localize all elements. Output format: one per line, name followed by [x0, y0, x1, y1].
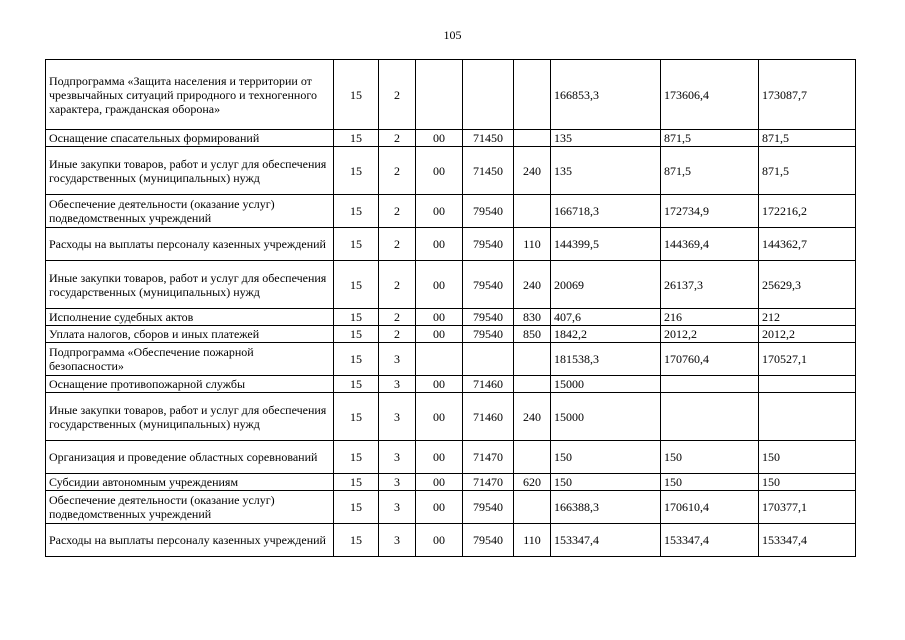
expense-type-cell: 850 [514, 326, 551, 343]
table-row [46, 343, 856, 376]
year3-amount-cell: 2012,2 [759, 326, 856, 343]
year3-amount-cell: 871,5 [759, 147, 856, 195]
year3-amount-cell: 150 [759, 441, 856, 474]
year2-amount-cell: 26137,3 [661, 261, 759, 309]
subsection-code-cell: 2 [379, 326, 416, 343]
section-code-cell: 15 [334, 60, 379, 130]
row-name-cell: Оснащение противопожарной службы [46, 376, 334, 393]
subsection-code-cell: 3 [379, 376, 416, 393]
row-name-cell: Расходы на выплаты персоналу казенных учреждений [46, 228, 334, 261]
year3-amount-cell: 212 [759, 309, 856, 326]
year1-amount-cell: 135 [551, 147, 661, 195]
direction-code-cell: 71470 [463, 441, 514, 474]
table-row [46, 147, 856, 195]
program-code-cell [416, 60, 463, 130]
table-row [46, 491, 856, 524]
section-code-cell: 15 [334, 343, 379, 376]
direction-code-cell: 79540 [463, 326, 514, 343]
table-row [46, 393, 856, 441]
expense-type-cell [514, 441, 551, 474]
subsection-code-cell: 2 [379, 130, 416, 147]
section-code-cell: 15 [334, 441, 379, 474]
expense-type-cell [514, 130, 551, 147]
year1-amount-cell: 20069 [551, 261, 661, 309]
row-name-cell: Подпрограмма «Обеспечение пожарной безопасности» [46, 343, 334, 376]
row-name-cell: Обеспечение деятельности (оказание услуг) подведомственных учреждений [46, 491, 334, 524]
program-code-cell: 00 [416, 474, 463, 491]
year1-amount-cell: 15000 [551, 376, 661, 393]
table-row [46, 309, 856, 326]
subsection-code-cell: 2 [379, 60, 416, 130]
program-code-cell: 00 [416, 195, 463, 228]
expense-type-cell: 240 [514, 393, 551, 441]
row-name-cell: Подпрограмма «Защита населения и территории от чрезвычайных ситуаций природного и техногенного характера, гражданская оборона» [46, 60, 334, 130]
program-code-cell: 00 [416, 393, 463, 441]
year2-amount-cell [661, 393, 759, 441]
direction-code-cell: 71470 [463, 474, 514, 491]
subsection-code-cell: 3 [379, 393, 416, 441]
table-row [46, 326, 856, 343]
row-name-cell: Организация и проведение областных соревнований [46, 441, 334, 474]
budget-table [45, 59, 856, 557]
table-row [46, 130, 856, 147]
row-name-cell: Иные закупки товаров, работ и услуг для обеспечения государственных (муниципальных) нужд [46, 393, 334, 441]
table-row [46, 524, 856, 557]
year1-amount-cell: 407,6 [551, 309, 661, 326]
program-code-cell: 00 [416, 309, 463, 326]
subsection-code-cell: 3 [379, 474, 416, 491]
year2-amount-cell: 170610,4 [661, 491, 759, 524]
row-name-cell: Оснащение спасательных формирований [46, 130, 334, 147]
direction-code-cell: 79540 [463, 261, 514, 309]
year1-amount-cell: 166718,3 [551, 195, 661, 228]
row-name-cell: Уплата налогов, сборов и иных платежей [46, 326, 334, 343]
year1-amount-cell: 135 [551, 130, 661, 147]
row-name-cell: Расходы на выплаты персоналу казенных учреждений [46, 524, 334, 557]
direction-code-cell: 79540 [463, 195, 514, 228]
year3-amount-cell: 170377,1 [759, 491, 856, 524]
direction-code-cell: 79540 [463, 309, 514, 326]
direction-code-cell [463, 60, 514, 130]
page-number: 105 [443, 28, 462, 42]
row-name-cell: Исполнение судебных актов [46, 309, 334, 326]
year1-amount-cell: 166388,3 [551, 491, 661, 524]
table-row [46, 441, 856, 474]
subsection-code-cell: 3 [379, 441, 416, 474]
year2-amount-cell: 170760,4 [661, 343, 759, 376]
year3-amount-cell: 172216,2 [759, 195, 856, 228]
year1-amount-cell: 153347,4 [551, 524, 661, 557]
row-name-cell: Обеспечение деятельности (оказание услуг) подведомственных учреждений [46, 195, 334, 228]
subsection-code-cell: 3 [379, 343, 416, 376]
direction-code-cell: 71460 [463, 376, 514, 393]
year2-amount-cell: 144369,4 [661, 228, 759, 261]
expense-type-cell: 110 [514, 524, 551, 557]
section-code-cell: 15 [334, 130, 379, 147]
section-code-cell: 15 [334, 261, 379, 309]
year2-amount-cell: 216 [661, 309, 759, 326]
subsection-code-cell: 3 [379, 524, 416, 557]
year2-amount-cell: 2012,2 [661, 326, 759, 343]
row-name-cell: Субсидии автономным учреждениям [46, 474, 334, 491]
section-code-cell: 15 [334, 147, 379, 195]
year1-amount-cell: 150 [551, 474, 661, 491]
year2-amount-cell [661, 376, 759, 393]
program-code-cell [416, 343, 463, 376]
expense-type-cell [514, 60, 551, 130]
year2-amount-cell: 153347,4 [661, 524, 759, 557]
subsection-code-cell: 2 [379, 195, 416, 228]
year1-amount-cell: 1842,2 [551, 326, 661, 343]
year2-amount-cell: 172734,9 [661, 195, 759, 228]
section-code-cell: 15 [334, 326, 379, 343]
expense-type-cell: 240 [514, 147, 551, 195]
direction-code-cell: 79540 [463, 491, 514, 524]
section-code-cell: 15 [334, 228, 379, 261]
program-code-cell: 00 [416, 130, 463, 147]
section-code-cell: 15 [334, 491, 379, 524]
table-row [46, 261, 856, 309]
year2-amount-cell: 871,5 [661, 147, 759, 195]
table-row [46, 376, 856, 393]
expense-type-cell [514, 376, 551, 393]
expense-type-cell: 110 [514, 228, 551, 261]
expense-type-cell: 830 [514, 309, 551, 326]
year3-amount-cell: 153347,4 [759, 524, 856, 557]
direction-code-cell: 79540 [463, 228, 514, 261]
program-code-cell: 00 [416, 261, 463, 309]
section-code-cell: 15 [334, 524, 379, 557]
program-code-cell: 00 [416, 491, 463, 524]
table-body [46, 60, 856, 557]
year3-amount-cell [759, 376, 856, 393]
direction-code-cell: 71460 [463, 393, 514, 441]
program-code-cell: 00 [416, 376, 463, 393]
subsection-code-cell: 2 [379, 147, 416, 195]
year3-amount-cell: 144362,7 [759, 228, 856, 261]
program-code-cell: 00 [416, 228, 463, 261]
program-code-cell: 00 [416, 147, 463, 195]
row-name-cell: Иные закупки товаров, работ и услуг для обеспечения государственных (муниципальных) нужд [46, 261, 334, 309]
row-name-cell: Иные закупки товаров, работ и услуг для обеспечения государственных (муниципальных) нужд [46, 147, 334, 195]
section-code-cell: 15 [334, 309, 379, 326]
expense-type-cell [514, 491, 551, 524]
expense-type-cell [514, 343, 551, 376]
year3-amount-cell: 25629,3 [759, 261, 856, 309]
year2-amount-cell: 150 [661, 441, 759, 474]
year3-amount-cell: 173087,7 [759, 60, 856, 130]
direction-code-cell: 71450 [463, 147, 514, 195]
section-code-cell: 15 [334, 195, 379, 228]
subsection-code-cell: 2 [379, 309, 416, 326]
year1-amount-cell: 15000 [551, 393, 661, 441]
year1-amount-cell: 181538,3 [551, 343, 661, 376]
year2-amount-cell: 871,5 [661, 130, 759, 147]
year1-amount-cell: 144399,5 [551, 228, 661, 261]
table-row [46, 474, 856, 491]
year1-amount-cell: 150 [551, 441, 661, 474]
expense-type-cell [514, 195, 551, 228]
direction-code-cell: 71450 [463, 130, 514, 147]
year3-amount-cell: 150 [759, 474, 856, 491]
expense-type-cell: 620 [514, 474, 551, 491]
year3-amount-cell: 170527,1 [759, 343, 856, 376]
direction-code-cell: 79540 [463, 524, 514, 557]
section-code-cell: 15 [334, 393, 379, 441]
year3-amount-cell: 871,5 [759, 130, 856, 147]
program-code-cell: 00 [416, 326, 463, 343]
subsection-code-cell: 2 [379, 261, 416, 309]
section-code-cell: 15 [334, 376, 379, 393]
table-row [46, 228, 856, 261]
year2-amount-cell: 150 [661, 474, 759, 491]
year3-amount-cell [759, 393, 856, 441]
direction-code-cell [463, 343, 514, 376]
table-row [46, 60, 856, 130]
year2-amount-cell: 173606,4 [661, 60, 759, 130]
section-code-cell: 15 [334, 474, 379, 491]
year1-amount-cell: 166853,3 [551, 60, 661, 130]
subsection-code-cell: 2 [379, 228, 416, 261]
subsection-code-cell: 3 [379, 491, 416, 524]
expense-type-cell: 240 [514, 261, 551, 309]
table-row [46, 195, 856, 228]
program-code-cell: 00 [416, 524, 463, 557]
program-code-cell: 00 [416, 441, 463, 474]
